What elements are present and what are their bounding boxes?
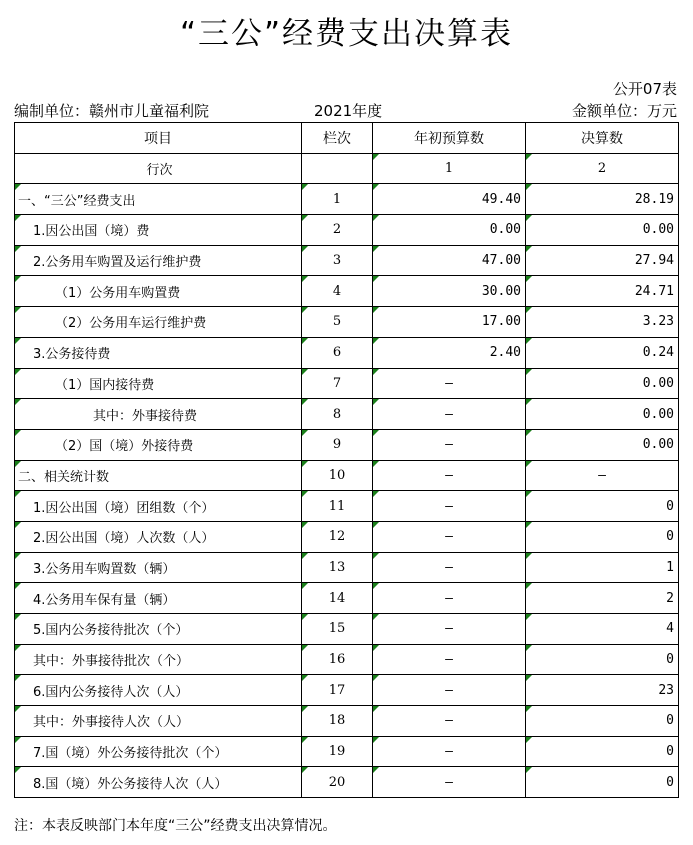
row-index-row xyxy=(15,153,679,184)
row-budget: – xyxy=(373,460,526,491)
row-budget: – xyxy=(373,368,526,399)
row-item: 1.因公出国（境）团组数（个） xyxy=(15,491,302,522)
table-row xyxy=(15,307,679,338)
row-item: （2）公务用车运行维护费 xyxy=(15,307,302,338)
row-budget: 2.40 xyxy=(373,337,526,368)
row-item: 3.公务接待费 xyxy=(15,337,302,368)
table-row xyxy=(15,337,679,368)
row-col: 4 xyxy=(302,276,373,307)
row-budget: – xyxy=(373,767,526,798)
row-col: 13 xyxy=(302,552,373,583)
row-item: 8.国（境）外公务接待人次（人） xyxy=(15,767,302,798)
row-index-col xyxy=(302,153,373,184)
table-row xyxy=(15,429,679,460)
row-budget: 49.40 xyxy=(373,184,526,215)
table-row xyxy=(15,245,679,276)
row-item: 5.国内公务接待批次（个） xyxy=(15,614,302,645)
row-budget: – xyxy=(373,614,526,645)
table-row xyxy=(15,706,679,737)
row-budget: – xyxy=(373,521,526,552)
expense-table xyxy=(14,122,679,798)
header-row xyxy=(15,123,679,154)
row-index-budget: 1 xyxy=(373,153,526,184)
row-col: 9 xyxy=(302,429,373,460)
row-col: 16 xyxy=(302,644,373,675)
form-code: 公开07表 xyxy=(612,80,677,98)
row-budget: – xyxy=(373,706,526,737)
row-final: 27.94 xyxy=(526,245,679,276)
row-item: 3.公务用车购置数（辆） xyxy=(15,552,302,583)
row-item: 二、相关统计数 xyxy=(15,460,302,491)
table-row xyxy=(15,521,679,552)
row-budget: 47.00 xyxy=(373,245,526,276)
table-row xyxy=(15,583,679,614)
row-budget: 0.00 xyxy=(373,215,526,246)
row-budget: 30.00 xyxy=(373,276,526,307)
table-row xyxy=(15,614,679,645)
row-item: 一、“三公”经费支出 xyxy=(15,184,302,215)
row-item: 7.国（境）外公务接待批次（个） xyxy=(15,736,302,767)
row-final: 0.00 xyxy=(526,399,679,430)
row-col: 6 xyxy=(302,337,373,368)
row-final: 28.19 xyxy=(526,184,679,215)
row-final: 2 xyxy=(526,583,679,614)
header-col: 栏次 xyxy=(302,123,373,154)
row-budget: 17.00 xyxy=(373,307,526,338)
meta-row xyxy=(14,100,677,120)
row-col: 17 xyxy=(302,675,373,706)
row-final: 24.71 xyxy=(526,276,679,307)
row-budget: – xyxy=(373,644,526,675)
row-item: 其中：外事接待批次（个） xyxy=(15,644,302,675)
row-col: 7 xyxy=(302,368,373,399)
table-row xyxy=(15,399,679,430)
row-item: （1）国内接待费 xyxy=(15,368,302,399)
footnote: 注：本表反映部门本年度“三公”经费支出决算情况。 xyxy=(14,818,337,834)
table-row xyxy=(15,644,679,675)
row-item: 2.因公出国（境）人次数（人） xyxy=(15,521,302,552)
row-final: – xyxy=(526,460,679,491)
table-row xyxy=(15,491,679,522)
row-final: 1 xyxy=(526,552,679,583)
compiling-unit: 编制单位：赣州市儿童福利院 xyxy=(14,102,210,120)
row-col: 14 xyxy=(302,583,373,614)
table-row xyxy=(15,552,679,583)
row-budget: – xyxy=(373,552,526,583)
table-row xyxy=(15,675,679,706)
row-item: （1）公务用车购置费 xyxy=(15,276,302,307)
row-item: 其中：外事接待费 xyxy=(15,399,302,430)
row-col: 18 xyxy=(302,706,373,737)
row-final: 0 xyxy=(526,736,679,767)
row-final: 0.00 xyxy=(526,429,679,460)
row-item: （2）国（境）外接待费 xyxy=(15,429,302,460)
row-final: 0 xyxy=(526,521,679,552)
fiscal-year: 2021年度 xyxy=(314,102,383,120)
row-index-label: 行次 xyxy=(15,153,302,184)
row-col: 20 xyxy=(302,767,373,798)
row-budget: – xyxy=(373,675,526,706)
row-final: 0 xyxy=(526,644,679,675)
table-row xyxy=(15,184,679,215)
row-budget: – xyxy=(373,429,526,460)
row-final: 0 xyxy=(526,767,679,798)
row-final: 3.23 xyxy=(526,307,679,338)
row-col: 5 xyxy=(302,307,373,338)
row-col: 11 xyxy=(302,491,373,522)
table-row xyxy=(15,215,679,246)
row-col: 2 xyxy=(302,215,373,246)
row-item: 4.公务用车保有量（辆） xyxy=(15,583,302,614)
row-col: 10 xyxy=(302,460,373,491)
row-budget: – xyxy=(373,583,526,614)
row-final: 0.24 xyxy=(526,337,679,368)
row-col: 15 xyxy=(302,614,373,645)
row-item: 6.国内公务接待人次（人） xyxy=(15,675,302,706)
row-final: 4 xyxy=(526,614,679,645)
row-final: 23 xyxy=(526,675,679,706)
row-final: 0.00 xyxy=(526,215,679,246)
header-item: 项目 xyxy=(15,123,302,154)
row-final: 0 xyxy=(526,706,679,737)
table-row xyxy=(15,368,679,399)
table-row xyxy=(15,460,679,491)
row-col: 12 xyxy=(302,521,373,552)
money-unit: 金额单位：万元 xyxy=(571,102,677,120)
row-col: 8 xyxy=(302,399,373,430)
row-col: 19 xyxy=(302,736,373,767)
table-row xyxy=(15,767,679,798)
row-item: 其中：外事接待人次（人） xyxy=(15,706,302,737)
row-col: 3 xyxy=(302,245,373,276)
table-row xyxy=(15,736,679,767)
row-col: 1 xyxy=(302,184,373,215)
header-final: 决算数 xyxy=(526,123,679,154)
row-budget: – xyxy=(373,736,526,767)
row-budget: – xyxy=(373,491,526,522)
row-final: 0.00 xyxy=(526,368,679,399)
row-final: 0 xyxy=(526,491,679,522)
row-item: 2.公务用车购置及运行维护费 xyxy=(15,245,302,276)
row-index-final: 2 xyxy=(526,153,679,184)
header-budget: 年初预算数 xyxy=(373,123,526,154)
row-item: 1.因公出国（境）费 xyxy=(15,215,302,246)
table-row xyxy=(15,276,679,307)
page-title: “三公”经费支出决算表 xyxy=(179,16,514,52)
table-body xyxy=(15,153,679,797)
row-budget: – xyxy=(373,399,526,430)
